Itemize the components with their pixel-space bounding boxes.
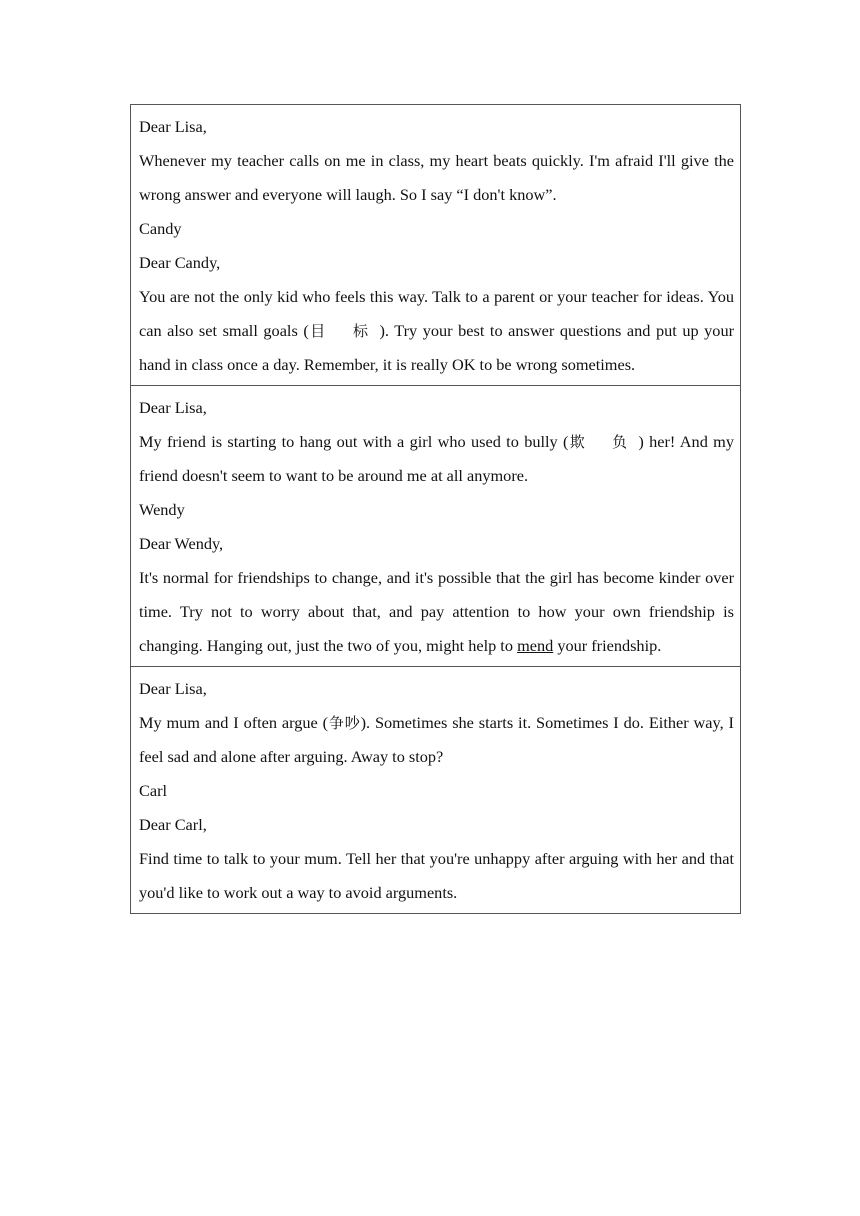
letter-row-wendy xyxy=(131,386,741,667)
reply-text-part: your friendship. xyxy=(557,636,662,655)
letter-row-carl xyxy=(131,667,741,914)
letter-cell xyxy=(131,667,741,914)
letter-row-candy xyxy=(131,105,741,386)
question-text-part: My mum and I often argue ( xyxy=(139,713,329,732)
reply-body xyxy=(139,280,734,382)
reply-greeting: Dear Carl, xyxy=(139,815,207,834)
signature: Candy xyxy=(139,219,182,238)
question-body: Whenever my teacher calls on me in class, my heart beats quickly. I'm afraid I'll give the wrong answer and everyone will laugh. So I say “I don't know”. xyxy=(139,151,734,204)
letter-cell xyxy=(131,386,741,667)
chinese-gloss: 欺 负 xyxy=(568,433,639,451)
letters-table xyxy=(130,104,741,914)
question-text-part: My friend is starting to hang out with a girl who used to bully ( xyxy=(139,432,569,451)
signature: Carl xyxy=(139,781,168,800)
question-greeting: Dear Lisa, xyxy=(139,679,207,698)
letter-cell xyxy=(131,105,741,386)
question-text-part: ) her! And my friend doesn't seem to want to be around me at all anymore. xyxy=(139,432,734,485)
reply-greeting: Dear Candy, xyxy=(139,253,221,272)
question-greeting: Dear Lisa, xyxy=(139,117,207,136)
question-greeting: Dear Lisa, xyxy=(139,398,207,417)
reply-text-part: You are not the only kid who feels this way. Talk to a parent or your teacher for ideas. You can also set small goals ( xyxy=(139,287,734,340)
question-body xyxy=(139,425,734,493)
signature: Wendy xyxy=(139,500,185,519)
reply-greeting: Dear Wendy, xyxy=(139,534,224,553)
reply-text-part: It's normal for friendships to change, and it's possible that the girl has become kinder over time. Try not to worry about that, and pay attention to how your own friendship is changing. Hanging out, just the two of you, might help to xyxy=(139,568,734,655)
question-text-part: ). Sometimes she starts it. Sometimes I do. Either way, I feel sad and alone after arguing. Away to stop? xyxy=(139,713,734,766)
underlined-word: mend xyxy=(517,636,554,655)
question-body xyxy=(139,706,734,774)
chinese-gloss: 目 标 xyxy=(308,322,380,340)
chinese-gloss: 争吵 xyxy=(328,714,361,732)
reply-body: Find time to talk to your mum. Tell her that you're unhappy after arguing with her and that you'd like to work out a way to avoid arguments. xyxy=(139,849,734,902)
reply-text-part: ). Try your best to answer questions and put up your hand in class once a day. Remember, it is really OK to be wrong sometimes. xyxy=(139,321,735,374)
reply-body xyxy=(139,561,734,663)
